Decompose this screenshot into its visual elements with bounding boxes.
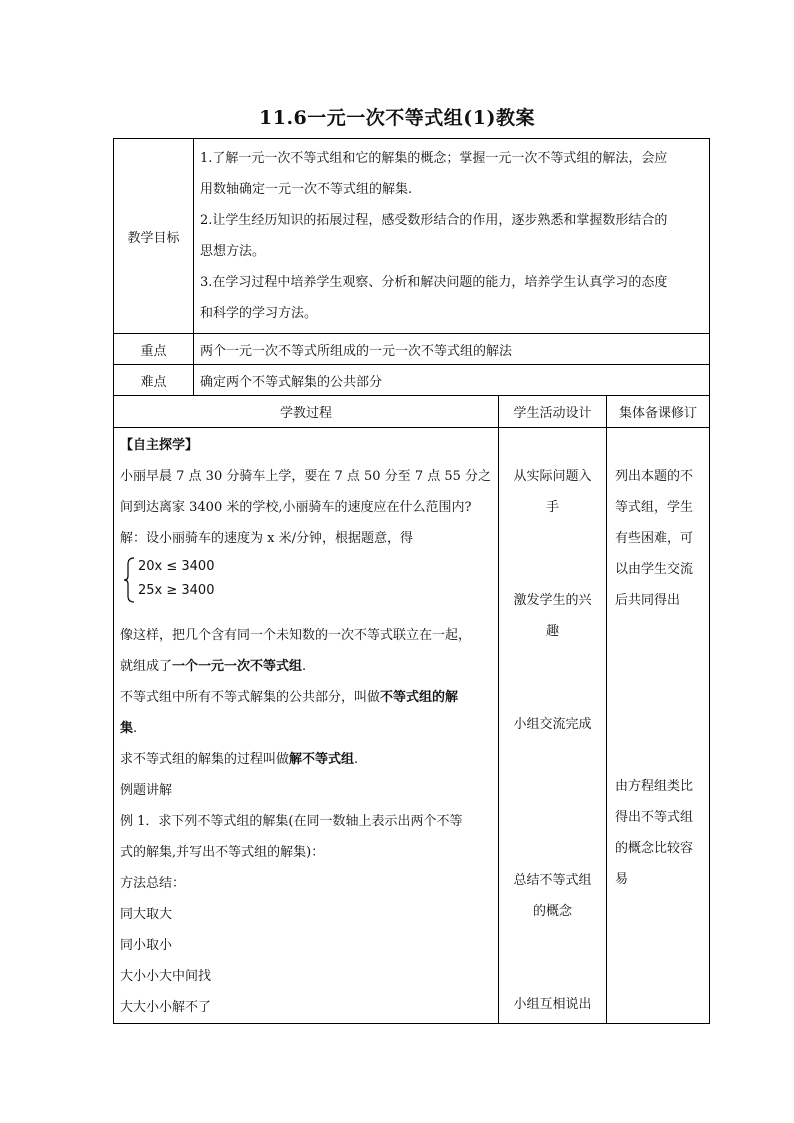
- activity-note: 激发学生的兴 趣: [513, 593, 592, 639]
- body-row: [114, 428, 710, 1024]
- rule-line: 大小小大中间找: [120, 969, 212, 984]
- lesson-plan-table: [113, 138, 710, 1024]
- objectives-content: [194, 139, 710, 334]
- header-row: [114, 396, 710, 428]
- example-heading: 例题讲解: [120, 783, 173, 798]
- objective-line: 2.让学生经历知识的拓展过程，感受数形结合的作用，逐步熟悉和掌握数形结合的: [200, 213, 668, 228]
- definition-line: 求不等式组的解集的过程叫做解不等式组.: [120, 752, 359, 767]
- objective-line: 思想方法。: [200, 244, 266, 259]
- problem-line: 小丽早晨 7 点 30 分骑车上学，要在 7 点 50 分至 7 点 55 分之: [120, 469, 492, 484]
- revision-content: [607, 428, 710, 1024]
- process-header: 学教过程: [114, 396, 499, 428]
- revision-header: 集体备课修订: [607, 396, 710, 428]
- example-line: 式的解集,并写出不等式组的解集)：: [120, 845, 325, 860]
- objective-line: 和科学的学习方法。: [200, 306, 318, 321]
- solution-line: 解：设小丽骑车的速度为 x 米/分钟，根据题意，得: [120, 531, 413, 546]
- definition-line: 就组成了一个一元一次不等式组.: [120, 659, 307, 674]
- rule-line: 大大小小解不了: [120, 1000, 212, 1015]
- example-line: 例 1．求下列不等式组的解集(在同一数轴上表示出两个不等: [120, 814, 463, 829]
- problem-line: 间到达离家 3400 米的学校,小丽骑车的速度应在什么范围内?: [120, 500, 472, 515]
- difficulty-label: 难点: [114, 365, 194, 396]
- section-heading: 【自主探学】: [120, 438, 199, 453]
- definition-line: 像这样，把几个含有同一个未知数的一次不等式联立在一起，: [120, 628, 472, 643]
- process-content: [114, 428, 499, 1024]
- difficulty-text: 确定两个不等式解集的公共部分: [194, 365, 710, 396]
- objectives-label: 教学目标: [114, 139, 194, 334]
- definition-line: 集.: [120, 721, 138, 736]
- definition-line: 不等式组中所有不等式解集的公共部分，叫做不等式组的解: [120, 690, 459, 705]
- activity-note: 总结不等式组 的概念: [513, 873, 592, 919]
- inequality-2: 25x ≥ 3400: [138, 583, 215, 598]
- difficulty-row: [114, 365, 710, 396]
- inequality-system: [120, 554, 494, 620]
- revision-note: 由方程组类比 得出不等式组 的概念比较容 易: [615, 779, 694, 887]
- activity-note: 小组交流完成: [513, 717, 592, 732]
- key-point-text: 两个一元一次不等式所组成的一元一次不等式组的解法: [194, 334, 710, 365]
- activity-note: 从实际问题入 手: [513, 469, 592, 515]
- rule-line: 同大取大: [120, 907, 173, 922]
- objective-line: 用数轴确定一元一次不等式组的解集.: [200, 182, 413, 197]
- key-point-row: [114, 334, 710, 365]
- revision-note: 列出本题的不 等式组，学生 有些困难，可 以由学生交流 后共同得出: [615, 469, 694, 608]
- activity-note: 小组互相说出: [513, 997, 592, 1012]
- activity-header: 学生活动设计: [499, 396, 607, 428]
- objectives-row: [114, 139, 710, 334]
- activity-content: [499, 428, 607, 1024]
- summary-heading: 方法总结：: [120, 876, 186, 891]
- objective-line: 1.了解一元一次不等式组和它的解集的概念；掌握一元一次不等式组的解法，会应: [200, 151, 668, 166]
- key-point-label: 重点: [114, 334, 194, 365]
- objective-line: 3.在学习过程中培养学生观察、分析和解决问题的能力，培养学生认真学习的态度: [200, 275, 668, 290]
- brace-icon: [122, 556, 136, 604]
- inequality-1: 20x ≤ 3400: [138, 559, 215, 574]
- rule-line: 同小取小: [120, 938, 173, 953]
- page-title: 11.6一元一次不等式组(1)教案: [259, 107, 535, 129]
